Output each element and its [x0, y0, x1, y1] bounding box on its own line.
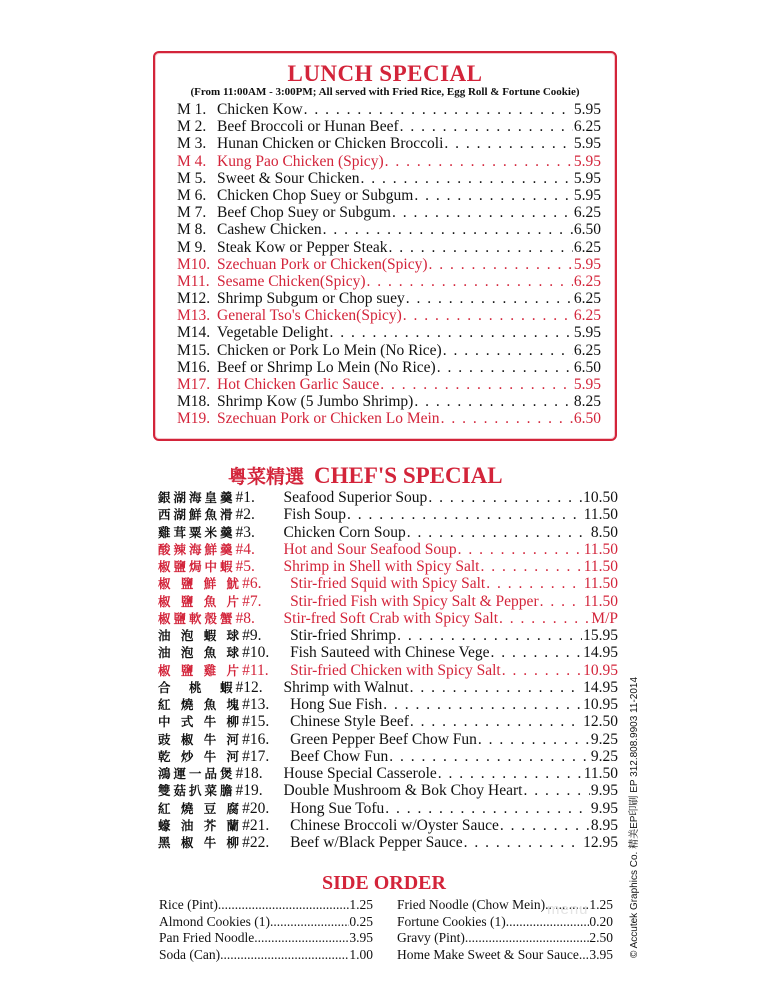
item-price: 6.25: [573, 238, 601, 256]
item-name: Sweet & Sour Chicken: [217, 169, 360, 187]
lunch-menu-item: [177, 170, 601, 187]
item-code: #5.: [235, 558, 255, 575]
dot-leader: [380, 376, 573, 393]
item-code: #22.: [242, 834, 270, 851]
item-price: 11.50: [583, 506, 618, 524]
item-code: #21.: [242, 816, 270, 834]
item-price: 6.25: [573, 204, 601, 222]
item-price: 8.25: [573, 393, 601, 411]
printer-credit: © Accutek Graphics Co. 精美EP印刷 EP 312.808.9903 11-2014: [629, 676, 640, 958]
item-price: 2.50: [589, 930, 613, 945]
lunch-menu-item: [177, 290, 601, 307]
dot-leader: [270, 914, 349, 930]
item-code: M12.: [177, 290, 211, 308]
dot-leader: [458, 541, 583, 558]
item-name: Beef Chop Suey or Subgum: [217, 204, 391, 222]
chef-menu-item: [158, 558, 618, 575]
item-chinese-name: 椒 鹽 魚 片: [158, 593, 243, 609]
item-chinese-name: 乾 炒 牛 河: [158, 748, 243, 764]
item-price: 9.95: [590, 782, 618, 800]
item-name: Pan Fried Noodle: [159, 930, 255, 945]
item-price: 5.95: [573, 135, 601, 153]
item-name: House Special Casserole: [283, 765, 437, 782]
lunch-menu-item: [177, 342, 601, 359]
dot-leader: [254, 930, 349, 946]
dot-leader: [579, 947, 590, 963]
item-name: Stir-fried Shrimp: [290, 627, 397, 644]
item-price: 5.95: [573, 101, 601, 118]
side-order-item: [159, 914, 373, 931]
item-code: #10.: [242, 644, 270, 662]
item-price: 6.25: [573, 272, 601, 290]
item-price: 6.50: [573, 221, 601, 239]
dot-leader: [480, 558, 582, 575]
item-name: Soda (Can): [159, 946, 221, 962]
dot-leader: [414, 187, 573, 204]
item-price: 8.50: [590, 523, 618, 541]
item-name: Gravy (Pint): [397, 930, 465, 945]
item-name: General Tso's Chicken(Spicy): [217, 307, 402, 325]
dot-leader: [464, 834, 582, 851]
lunch-special-list: [177, 101, 601, 428]
chef-menu-item: [158, 800, 618, 817]
lunch-menu-item: [177, 187, 601, 204]
item-name: Stir-fred Soft Crab with Spicy Salt: [283, 609, 499, 627]
item-name: Sesame Chicken(Spicy): [217, 272, 366, 290]
dot-leader: [407, 524, 590, 541]
item-price: 11.50: [583, 558, 618, 575]
lunch-menu-item: [177, 376, 601, 393]
item-code: #18.: [235, 765, 263, 782]
chefs-special-title-english: CHEF'S SPECIAL: [314, 463, 503, 488]
item-price: 10.95: [583, 696, 618, 713]
item-price: 5.95: [573, 324, 601, 342]
lunch-special-title: LUNCH SPECIAL: [287, 61, 483, 86]
chef-menu-item: [158, 817, 618, 834]
dot-leader: [491, 644, 583, 661]
item-code: #2.: [235, 506, 255, 524]
item-price: 1.00: [349, 946, 373, 962]
item-price: 11.50: [583, 765, 618, 782]
item-price: 10.50: [583, 489, 618, 506]
item-name: Chinese Broccoli w/Oyster Sauce: [290, 816, 499, 834]
item-price: 14.95: [583, 644, 618, 662]
dot-leader: [428, 489, 582, 506]
item-chinese-name: 西湖鮮魚滑: [158, 507, 236, 523]
dot-leader: [383, 696, 582, 713]
item-name: Shrimp Kow (5 Jumbo Shrimp): [217, 393, 414, 411]
side-order-item: [159, 897, 373, 914]
item-chinese-name: 油 泡 蝦 球: [158, 628, 243, 643]
lunch-menu-item: [177, 153, 601, 170]
chef-menu-item: [158, 662, 618, 679]
item-name: Hunan Chicken or Chicken Broccoli: [217, 135, 444, 153]
dot-leader: [329, 324, 572, 341]
dot-leader: [388, 239, 572, 256]
item-name: Fortune Cookies (1): [397, 913, 506, 929]
dot-leader: [438, 765, 583, 782]
item-chinese-name: 中 式 牛 柳: [158, 714, 243, 730]
dot-leader: [500, 817, 590, 834]
item-name: Hot and Sour Seafood Soup: [283, 540, 457, 558]
side-order-left-column: [159, 897, 373, 963]
item-code: M 3.: [177, 135, 207, 153]
watermark: menu: [547, 901, 589, 918]
item-code: #1.: [235, 489, 255, 506]
item-name: Hot Chicken Garlic Sauce: [217, 376, 380, 393]
chef-menu-item: [158, 506, 618, 523]
item-chinese-name: 紅 燒 豆 腐: [158, 800, 243, 816]
dot-leader: [478, 731, 590, 748]
item-price: 8.95: [590, 816, 618, 834]
item-chinese-name: 雞茸粟米羹: [158, 524, 236, 540]
dot-leader: [499, 610, 590, 627]
item-code: #9.: [242, 627, 262, 644]
lunch-menu-item: [177, 118, 601, 135]
chefs-special-list: [158, 489, 618, 851]
item-code: #19.: [235, 782, 263, 800]
item-name: Fish Soup: [283, 506, 346, 524]
dot-leader: [523, 782, 589, 799]
lunch-menu-item: [177, 324, 601, 341]
dot-leader: [400, 118, 573, 135]
item-code: #13.: [242, 696, 270, 713]
dot-leader: [367, 273, 573, 290]
dot-leader: [385, 153, 573, 170]
item-name: Beef Broccoli or Hunan Beef: [217, 118, 399, 136]
side-order-item: [397, 930, 613, 947]
item-price: 6.50: [573, 410, 601, 428]
item-name: Beef w/Black Pepper Sauce: [290, 834, 463, 851]
item-price: 12.50: [583, 713, 618, 731]
item-name: Stir-fried Chicken with Spicy Salt: [290, 661, 501, 679]
item-chinese-name: 椒鹽軟殼蟹: [158, 610, 236, 626]
item-price: 6.25: [573, 118, 601, 136]
item-code: M 4.: [177, 152, 207, 170]
item-code: #8.: [235, 609, 255, 627]
item-price: 11.50: [583, 592, 618, 610]
item-code: M 1.: [177, 101, 207, 118]
dot-leader: [486, 575, 582, 592]
item-chinese-name: 黑 椒 牛 柳: [158, 835, 243, 850]
item-price: 11.50: [583, 540, 618, 558]
item-code: M 7.: [177, 204, 207, 222]
item-price: 6.25: [573, 307, 601, 325]
item-chinese-name: 紅 燒 魚 塊: [158, 697, 243, 712]
item-chinese-name: 蠔 油 芥 蘭: [158, 817, 243, 833]
lunch-menu-item: [177, 221, 601, 238]
item-price: 3.95: [589, 946, 613, 962]
dot-leader: [429, 256, 573, 273]
item-chinese-name: 椒 鹽 雞 片: [158, 662, 243, 678]
item-code: #12.: [235, 678, 263, 696]
lunch-menu-item: [177, 273, 601, 290]
dot-leader: [385, 800, 590, 817]
side-order-item: [159, 930, 373, 947]
item-price: 5.95: [573, 152, 601, 170]
item-code: M 9.: [177, 238, 207, 256]
dot-leader: [502, 662, 582, 679]
lunch-menu-item: [177, 256, 601, 273]
chef-menu-item: [158, 679, 618, 696]
lunch-menu-item: [177, 101, 601, 118]
item-name: Chicken Corn Soup: [283, 523, 406, 541]
chefs-special-title-chinese: 粵菜精選: [228, 466, 305, 488]
chef-menu-item: [158, 731, 618, 748]
item-name: Chicken Kow: [217, 101, 303, 118]
chef-menu-item: [158, 834, 618, 851]
item-price: 11.50: [583, 575, 618, 593]
item-price: 1.25: [349, 897, 373, 912]
dot-leader: [443, 342, 573, 359]
item-code: M19.: [177, 410, 211, 428]
lunch-special-subtitle: (From 11:00AM - 3:00PM; All served with Fried Rice, Egg Roll & Fortune Cookie): [190, 86, 580, 98]
item-name: Fish Sauteed with Chinese Vege: [290, 644, 490, 662]
item-price: M/P: [591, 609, 618, 627]
item-name: Stir-fried Squid with Spicy Salt: [290, 575, 486, 593]
item-chinese-name: 椒 鹽 鮮 魷: [158, 576, 243, 592]
lunch-menu-item: [177, 359, 601, 376]
item-name: Beef or Shrimp Lo Mein (No Rice): [217, 358, 436, 376]
dot-leader: [389, 748, 590, 765]
item-code: M 2.: [177, 118, 207, 136]
item-name: Steak Kow or Pepper Steak: [217, 238, 388, 256]
chef-menu-item: [158, 644, 618, 661]
item-code: M13.: [177, 307, 211, 325]
item-code: M10.: [177, 255, 211, 273]
item-code: M 8.: [177, 221, 207, 239]
dot-leader: [403, 307, 573, 324]
chef-menu-item: [158, 610, 618, 627]
side-order-item: [159, 947, 373, 964]
chef-menu-item: [158, 524, 618, 541]
dot-leader: [444, 135, 572, 152]
chef-menu-item: [158, 489, 618, 506]
item-name: Chicken or Pork Lo Mein (No Rice): [217, 341, 442, 359]
item-price: 6.25: [573, 290, 601, 308]
lunch-menu-item: [177, 307, 601, 324]
dot-leader: [441, 410, 573, 427]
dot-leader: [361, 170, 573, 187]
item-code: #20.: [242, 799, 270, 817]
dot-leader: [304, 101, 573, 118]
item-name: Seafood Superior Soup: [283, 489, 428, 506]
dot-leader: [465, 930, 590, 946]
item-chinese-name: 椒鹽焗中蝦: [158, 559, 236, 574]
item-code: M15.: [177, 341, 211, 359]
side-order-title: SIDE ORDER: [322, 872, 446, 894]
item-price: 9.95: [590, 799, 618, 817]
item-chinese-name: 鴻運一品煲: [158, 766, 236, 781]
item-name: Almond Cookies (1): [159, 913, 270, 929]
item-name: Chinese Style Beef: [290, 713, 409, 731]
item-chinese-name: 合 桃 蝦: [158, 679, 236, 695]
item-code: M 6.: [177, 186, 207, 204]
dot-leader: [397, 627, 582, 644]
item-price: 0.20: [589, 913, 613, 929]
item-code: #7.: [242, 592, 262, 610]
lunch-menu-item: [177, 135, 601, 152]
item-code: #3.: [235, 523, 255, 541]
lunch-menu-item: [177, 204, 601, 221]
dot-leader: [406, 290, 573, 307]
item-price: 6.50: [573, 358, 601, 376]
chef-menu-item: [158, 748, 618, 765]
item-name: Home Make Sweet & Sour Sauce: [397, 946, 579, 962]
item-price: 6.25: [573, 341, 601, 359]
item-name: Szechuan Pork or Chicken Lo Mein: [217, 410, 440, 428]
item-price: 5.95: [573, 169, 601, 187]
item-code: #17.: [242, 747, 270, 765]
item-chinese-name: 銀湖海皇羹: [158, 490, 236, 505]
item-name: Szechuan Pork or Chicken(Spicy): [217, 255, 428, 273]
chefs-special-title: [228, 462, 503, 489]
dot-leader: [323, 221, 573, 238]
item-name: Shrimp Subgum or Chop suey: [217, 290, 405, 308]
item-name: Shrimp with Walnut: [283, 678, 409, 696]
chef-menu-item: [158, 593, 618, 610]
dot-leader: [347, 506, 583, 523]
dot-leader: [410, 679, 583, 696]
item-code: #6.: [242, 575, 262, 593]
item-price: 10.95: [583, 661, 618, 679]
chef-menu-item: [158, 713, 618, 730]
item-price: 9.25: [590, 747, 618, 765]
side-order-item: [397, 947, 613, 964]
item-price: 3.95: [349, 930, 373, 945]
lunch-menu-item: [177, 239, 601, 256]
item-name: Vegetable Delight: [217, 324, 329, 342]
dot-leader: [392, 204, 573, 221]
item-name: Hong Sue Tofu: [290, 799, 385, 817]
lunch-special-box: [153, 51, 617, 441]
item-price: 15.95: [583, 627, 618, 644]
dot-leader: [220, 947, 349, 963]
dot-leader: [414, 393, 573, 410]
item-code: M16.: [177, 358, 211, 376]
item-code: #4.: [235, 540, 255, 558]
item-name: Beef Chow Fun: [290, 747, 389, 765]
item-code: M 5.: [177, 169, 207, 187]
item-chinese-name: 油 泡 魚 球: [158, 645, 243, 661]
chef-menu-item: [158, 696, 618, 713]
item-price: 0.25: [349, 913, 373, 929]
item-code: M17.: [177, 376, 211, 393]
item-code: M18.: [177, 393, 211, 411]
item-name: Double Mushroom & Bok Choy Heart: [283, 782, 523, 800]
item-chinese-name: 豉 椒 牛 河: [158, 731, 243, 747]
item-price: 5.95: [573, 255, 601, 273]
item-price: 9.25: [590, 730, 618, 748]
chef-menu-item: [158, 627, 618, 644]
lunch-menu-item: [177, 393, 601, 410]
lunch-menu-item: [177, 410, 601, 427]
dot-leader: [540, 593, 583, 610]
item-name: Green Pepper Beef Chow Fun: [290, 730, 477, 748]
item-price: 12.95: [583, 834, 618, 851]
item-price: 1.25: [589, 897, 613, 912]
item-name: Chicken Chop Suey or Subgum: [217, 186, 414, 204]
item-code: #15.: [242, 713, 270, 731]
item-chinese-name: 酸辣海鮮羹: [158, 541, 236, 557]
item-name: Rice (Pint): [159, 897, 218, 912]
chef-menu-item: [158, 765, 618, 782]
chef-menu-item: [158, 575, 618, 592]
item-price: 5.95: [573, 186, 601, 204]
item-name: Shrimp in Shell with Spicy Salt: [283, 558, 480, 575]
item-price: 14.95: [583, 678, 618, 696]
dot-leader: [410, 713, 582, 730]
item-code: #16.: [242, 730, 270, 748]
dot-leader: [218, 897, 350, 913]
item-name: Fried Noodle (Chow Mein): [397, 897, 546, 912]
item-price: 5.95: [573, 376, 601, 393]
chef-menu-item: [158, 541, 618, 558]
dot-leader: [437, 359, 573, 376]
item-name: Stir-fried Fish with Spicy Salt & Pepper: [290, 592, 539, 610]
item-name: Cashew Chicken: [217, 221, 322, 239]
item-code: M14.: [177, 324, 211, 342]
item-code: M11.: [177, 272, 210, 290]
chef-menu-item: [158, 782, 618, 799]
item-name: Hong Sue Fish: [290, 696, 383, 713]
item-chinese-name: 雙菇扒菜膽: [158, 783, 236, 799]
item-code: #11.: [242, 661, 269, 679]
item-name: Kung Pao Chicken (Spicy): [217, 152, 384, 170]
